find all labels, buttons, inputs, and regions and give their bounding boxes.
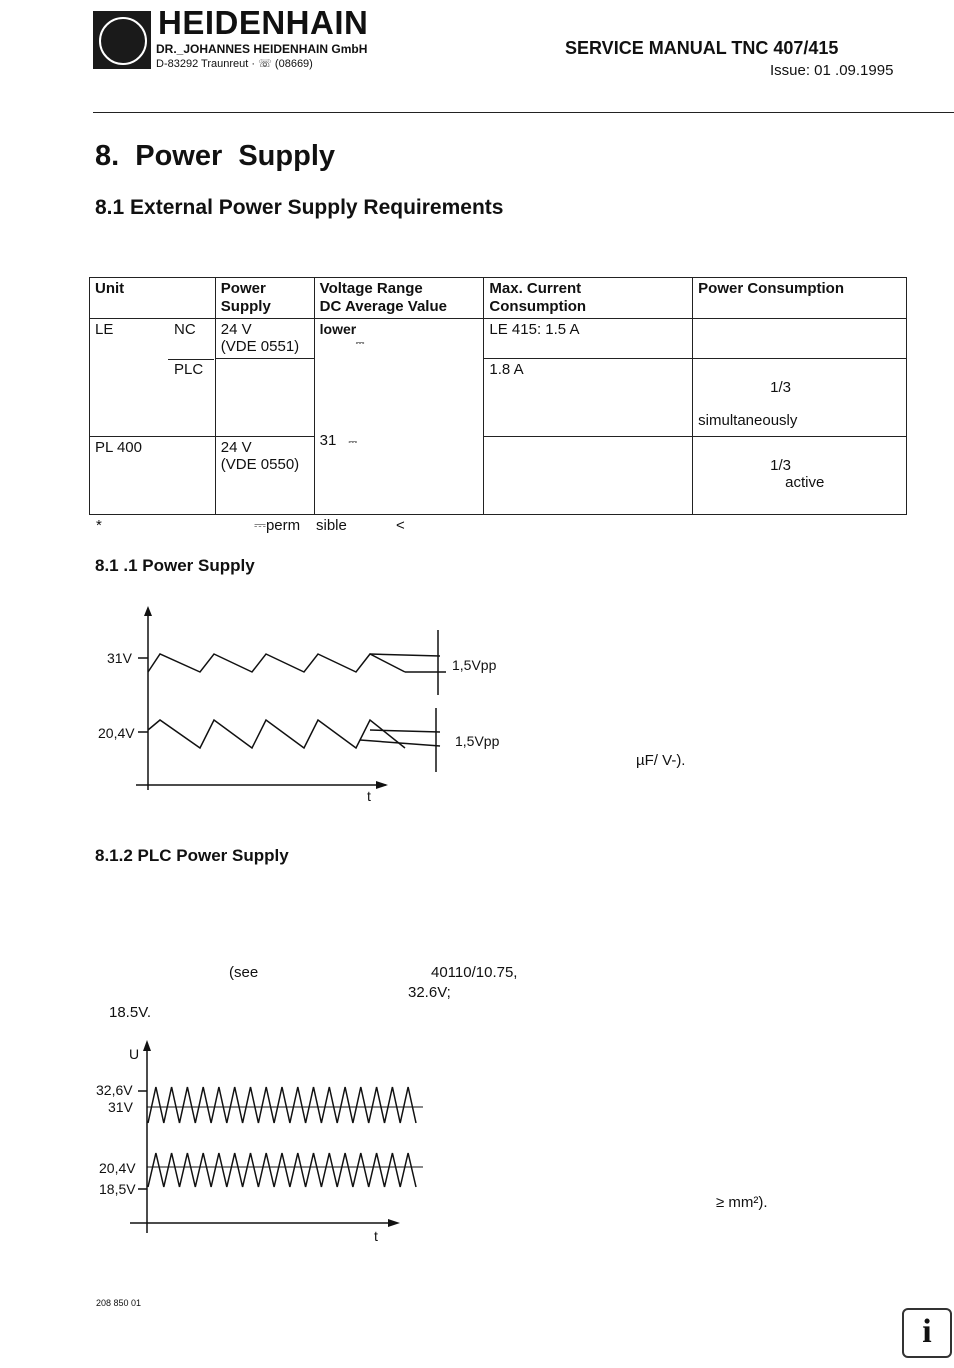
label-t-axis-plc: t <box>374 1228 378 1244</box>
power-requirements-table <box>89 277 907 515</box>
cell-pl-current <box>484 437 693 515</box>
header-power-consumption: Power Consumption <box>693 278 907 319</box>
wire-cross-section-note: ≥ mm²). <box>716 1194 768 1211</box>
label-31v: 31V <box>107 650 132 666</box>
capacitor-note: µF/ V-). <box>636 752 686 769</box>
cell-plc-consumption: 1/3 simultaneously <box>693 359 907 437</box>
table-header-row <box>90 278 907 319</box>
label-vpp-upper: 1,5Vpp <box>452 657 497 673</box>
info-icon: i <box>902 1308 952 1358</box>
label-31v-plc: 31V <box>108 1099 133 1115</box>
section-title: 8. Power Supply <box>95 140 335 172</box>
note-text-3: < <box>396 517 405 534</box>
cell-nc-supply: 24 V (VDE 0551) <box>215 319 314 359</box>
logo-emblem-icon <box>99 17 147 65</box>
cell-voltage: lower ⎓ 31 ⎓ <box>314 319 484 515</box>
header-voltage-range: Voltage Range DC Average Value <box>314 278 484 319</box>
table-row <box>90 319 907 359</box>
y-axis-arrow-icon <box>144 606 152 616</box>
header-power-supply: Power Supply <box>215 278 314 319</box>
header-max-current: Max. Current Consumption <box>484 278 693 319</box>
label-vpp-lower: 1,5Vpp <box>455 733 500 749</box>
cell-nc-consumption <box>693 319 907 359</box>
label-32-6v: 32,6V <box>96 1082 133 1098</box>
ripple-diagram-plc-supply <box>90 1035 440 1245</box>
ripple-wave-18-5v-20-4v <box>148 1153 416 1187</box>
table-row <box>90 437 907 515</box>
cell-nc-current: LE 415: 1.5 A <box>484 319 693 359</box>
subsection-title-plc-power-supply: 8.1.2 PLC Power Supply <box>95 846 289 865</box>
t-axis-arrow-icon <box>388 1219 400 1227</box>
cell-le-nc: LE NC <box>90 319 216 359</box>
see-reference: (see <box>229 964 259 981</box>
y-axis-arrow-icon <box>143 1040 151 1051</box>
cell-pl400: PL 400 <box>90 437 216 515</box>
heidenhain-logo <box>93 11 151 69</box>
cell-plc: PLC <box>90 359 216 437</box>
cell-plc-supply <box>215 359 314 437</box>
section-subtitle: 8.1 External Power Supply Requirements <box>95 196 504 219</box>
t-axis-arrow-icon <box>376 781 388 789</box>
note-star: * <box>96 517 102 534</box>
cell-plc-current: 1.8 A <box>484 359 693 437</box>
brand-name: HEIDENHAIN <box>158 4 369 41</box>
company-name: DR._JOHANNES HEIDENHAIN GmbH <box>156 42 368 56</box>
voltage-max-text: 32.6V; <box>408 984 451 1001</box>
company-address: D-83292 Traunreut · ☏ (08669) <box>156 58 313 70</box>
label-18-5v: 18,5V <box>99 1181 136 1197</box>
header-unit: Unit <box>90 278 216 319</box>
issue-date: Issue: 01 .09.1995 <box>770 62 894 79</box>
label-20-4v: 20,4V <box>98 725 135 741</box>
ripple-wave-31v-32-6v <box>148 1087 416 1123</box>
ripple-diagram-power-supply <box>90 600 530 810</box>
table-row <box>90 359 907 437</box>
label-20-4v-plc: 20,4V <box>99 1160 136 1176</box>
label-t-axis: t <box>367 788 371 804</box>
note-text-2: sible <box>316 517 347 534</box>
ripple-wave-204v <box>148 720 405 748</box>
label-u: U <box>129 1046 140 1062</box>
manual-title: SERVICE MANUAL TNC 407/415 <box>565 38 839 58</box>
voltage-min-text: 18.5V. <box>109 1004 151 1021</box>
cell-pl-supply: 24 V (VDE 0550) <box>215 437 314 515</box>
cell-pl-consumption: 1/3 active <box>693 437 907 515</box>
document-code: 208 850 01 <box>96 1298 142 1308</box>
standard-reference: 40110/10.75, <box>431 964 518 981</box>
header-divider <box>93 112 954 113</box>
subsection-title-power-supply: 8.1 .1 Power Supply <box>95 556 255 575</box>
ripple-wave-31v <box>148 654 405 672</box>
note-text-1: ⎓perm <box>254 517 301 534</box>
